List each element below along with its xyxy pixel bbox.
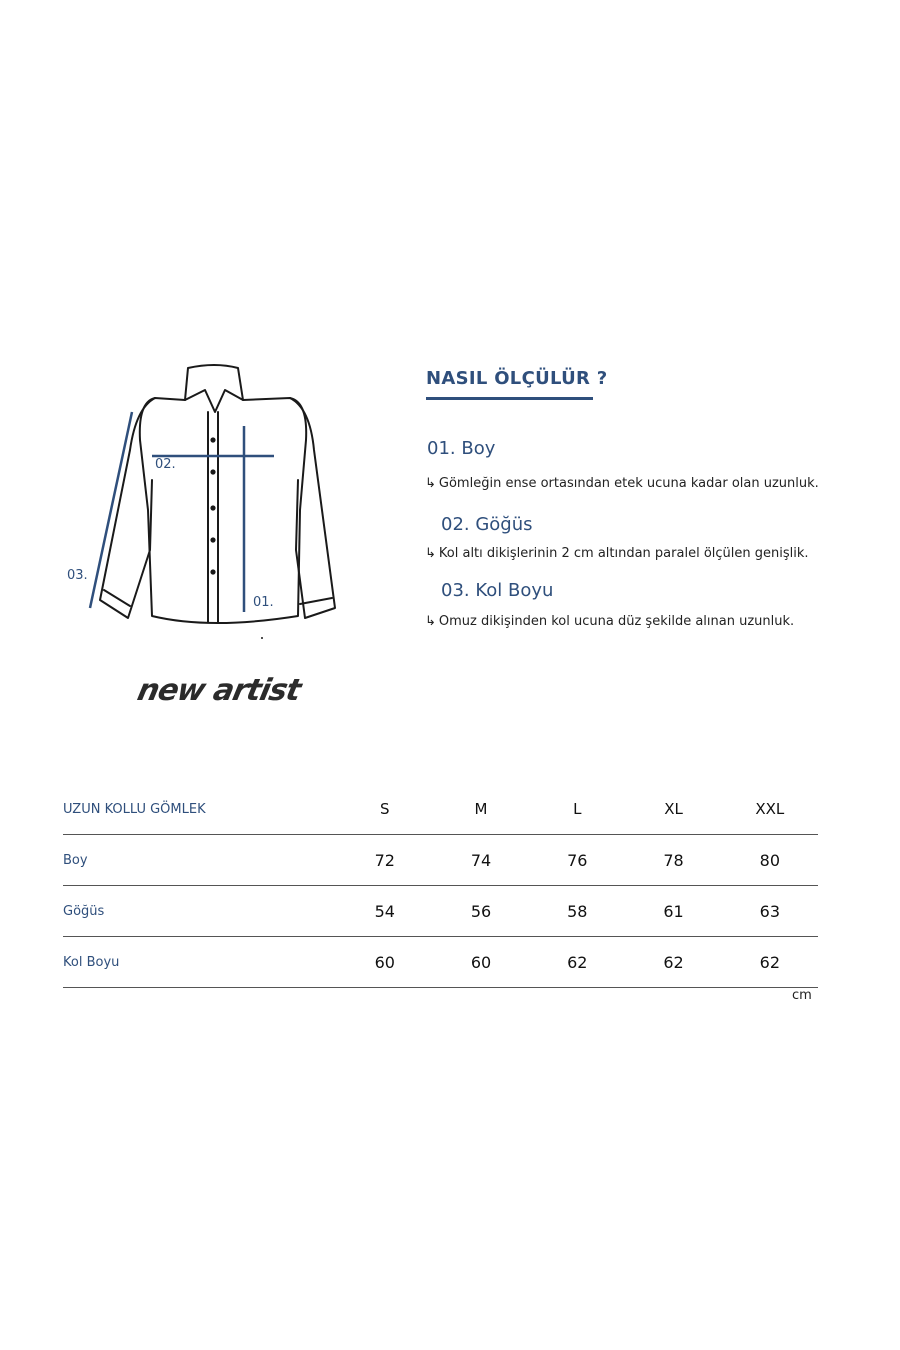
table-row [63,937,818,988]
arrow-icon: ↳ [425,614,436,629]
measure-title-gogus: 02. Göğüs [441,514,533,535]
table-row [63,886,818,937]
table-row [63,835,818,886]
size-header: M [474,800,488,818]
arrow-icon: ↳ [425,546,436,561]
row-label: Boy [63,852,88,868]
size-table [63,784,818,988]
size-header: S [379,800,390,818]
unit-label: cm [792,988,812,1003]
table-cell: 54 [374,901,395,921]
measure-desc-kol-boyu-row [425,610,794,629]
brand-logo: new artist [134,673,304,708]
size-header: XXL [755,800,785,818]
table-cell: 76 [567,850,588,870]
sleeve-label: 03. [67,568,88,583]
measure-title-boy: 01. Boy [427,438,496,459]
measure-desc-gogus: Kol altı dikişlerinin 2 cm altından paralel ölçülen genişlik. [438,546,809,561]
heading-underline [426,397,593,400]
sleeve-measure-line [90,412,132,608]
length-label: 01. [253,595,274,610]
table-cell: 62 [567,952,588,972]
table-cell: 58 [567,901,588,921]
measure-desc-gogus-row [425,542,809,561]
table-cell: 61 [663,901,684,921]
table-cell: 63 [759,901,781,921]
row-label: Göğüs [63,903,105,919]
shirt-diagram [60,360,360,650]
table-cell: 72 [374,850,395,870]
arrow-icon: ↳ [425,476,436,491]
table-cell: 74 [470,850,492,870]
guide-heading: NASIL ÖLÇÜLÜR ? [426,368,608,389]
table-cell: 56 [470,901,492,921]
measure-title-kol-boyu: 03. Kol Boyu [441,580,554,601]
table-cell: 78 [663,850,684,870]
row-label: Kol Boyu [63,954,120,970]
chest-label: 02. [155,457,176,472]
table-cell: 60 [374,952,395,972]
measure-desc-kol-boyu: Omuz dikişinden kol ucuna düz şekilde alınan uzunluk. [438,614,795,629]
size-header: L [573,800,582,818]
table-cell: 62 [759,952,781,972]
table-title: UZUN KOLLU GÖMLEK [63,801,206,817]
size-header: XL [664,800,683,818]
measure-desc-boy-row [425,472,819,491]
table-cell: 62 [663,952,684,972]
table-cell: 60 [470,952,492,972]
table-header-row [63,784,818,835]
measure-desc-boy: Gömleğin ense ortasından etek ucuna kadar olan uzunluk. [438,476,819,491]
table-cell: 80 [759,850,781,870]
